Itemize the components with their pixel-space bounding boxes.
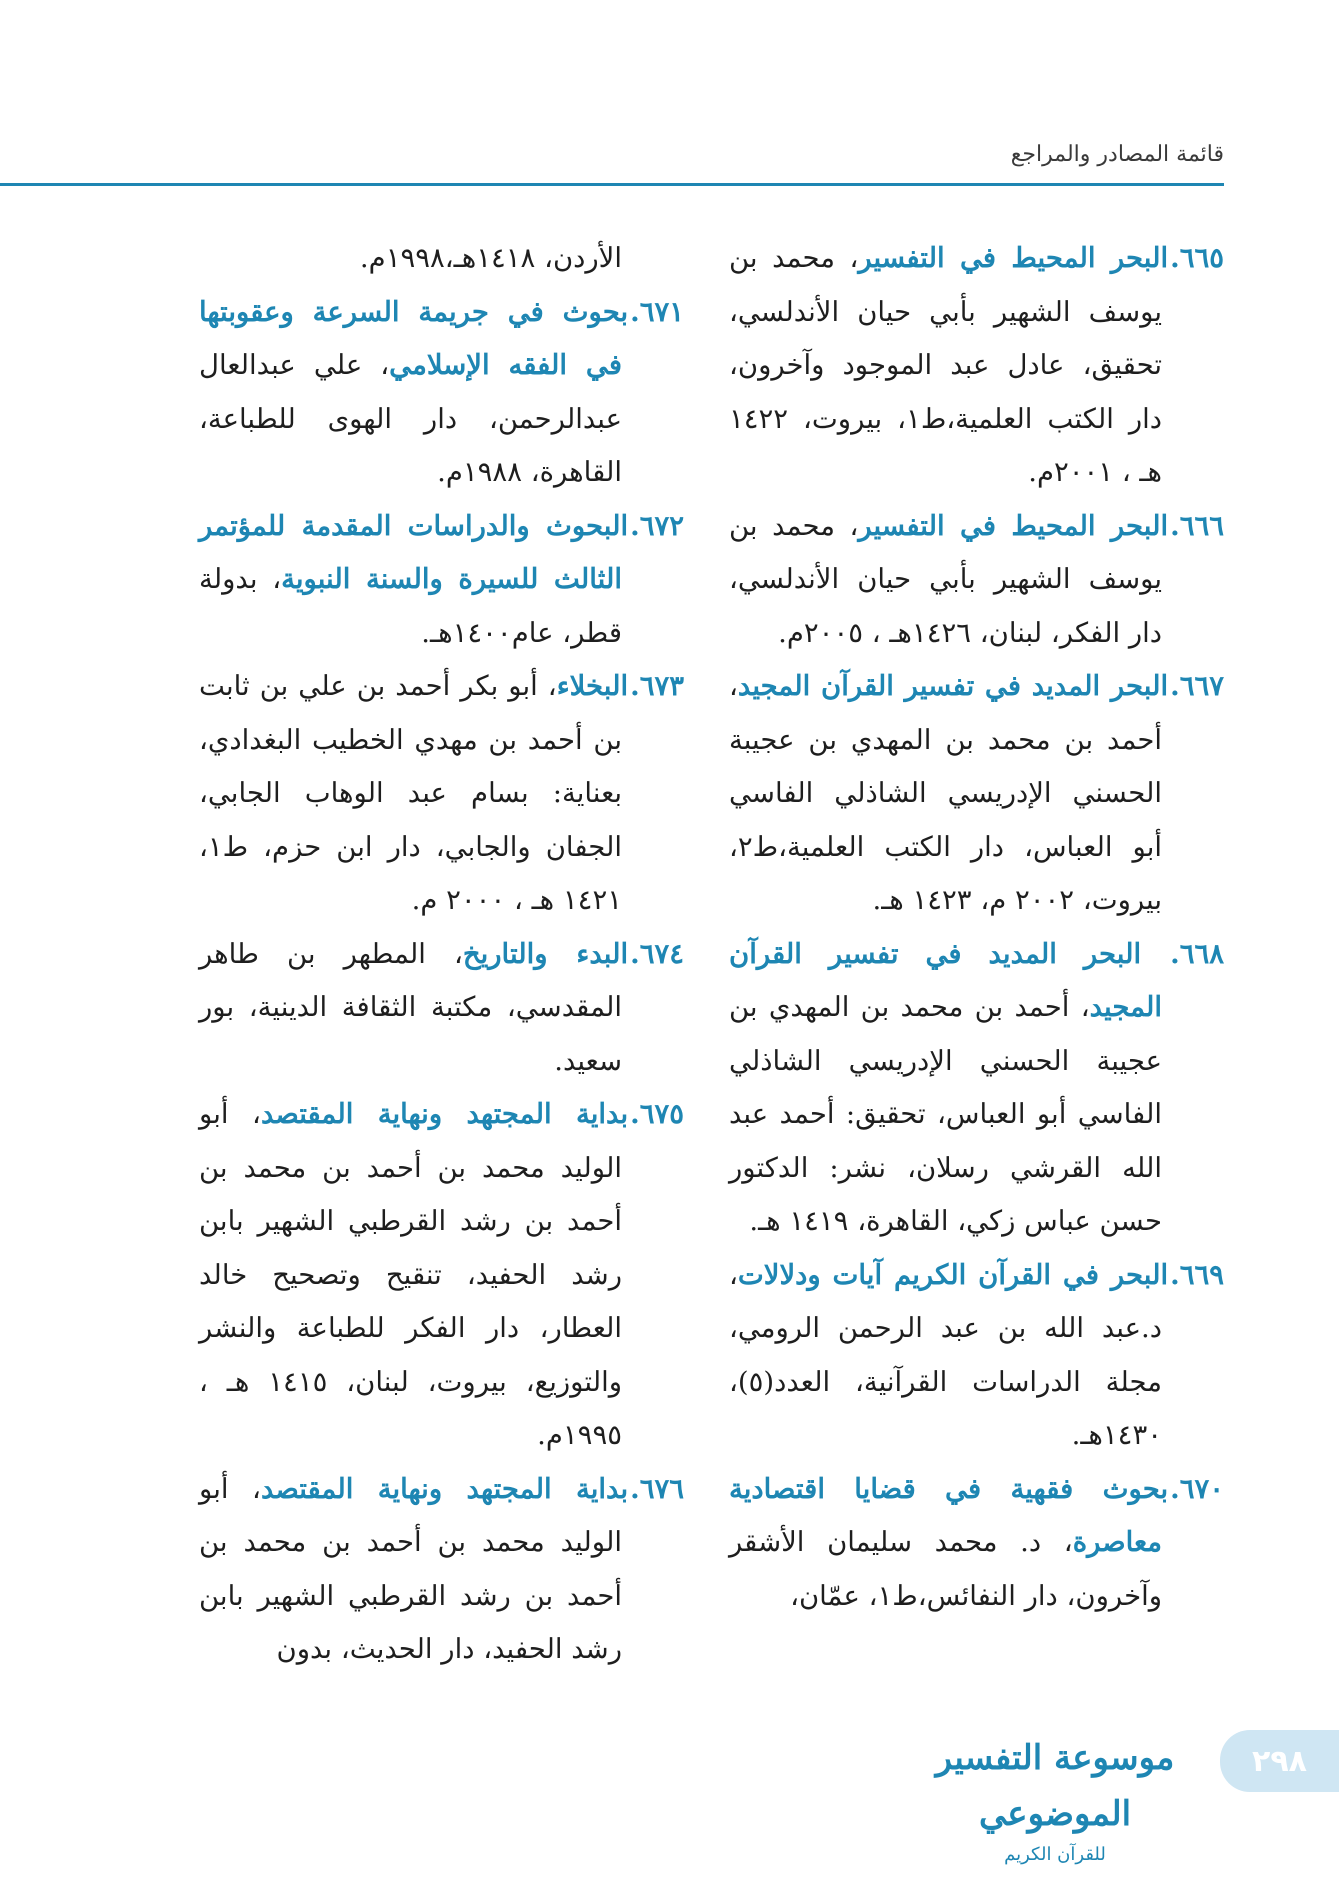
page-number: ٢٩٨ — [1220, 1730, 1339, 1792]
reference-entry — [199, 286, 684, 500]
entry-title: بداية المجتهد ونهاية المقتصد — [260, 1098, 629, 1130]
entry-number: ٦٧٢. — [630, 509, 684, 542]
entry-title: بداية المجتهد ونهاية المقتصد — [260, 1472, 629, 1505]
entry-body: ، د. محمد سليمان الأشقر وآخرون، دار النفائس،ط١، عمّان، — [729, 1526, 1162, 1612]
right-column — [729, 232, 1224, 1623]
reference-entry — [199, 1088, 684, 1463]
reference-entry — [199, 928, 684, 1089]
running-header — [0, 138, 1224, 186]
entry-body: ، بدولة قطر، عام١٤٠٠هـ. — [199, 563, 622, 649]
reference-entry — [729, 232, 1224, 500]
reference-entry — [729, 1249, 1224, 1463]
entry-number: ٦٧٣. — [630, 670, 684, 702]
reference-entry — [729, 928, 1224, 1249]
entry-number: ٦٦٩. — [1170, 1258, 1224, 1291]
entry-number: ٦٦٨. — [1170, 937, 1224, 970]
series-logo — [910, 1730, 1200, 1865]
entry-title: بحوث فقهية في قضايا اقتصادية معاصرة — [729, 1472, 1169, 1558]
entry-body: ، المطهر بن طاهر المقدسي، مكتبة الثقافة الدينية، بور سعيد. — [199, 937, 622, 1077]
reference-entry — [729, 660, 1224, 928]
entry-number: ٦٧٤. — [630, 937, 684, 970]
header-title: قائمة المصادر والمراجع — [1010, 142, 1224, 167]
entry-body: ، محمد بن يوسف الشهير بأبي حيان الأندلسي، دار الفكر، لبنان، ١٤٢٦هـ ، ٢٠٠٥م. — [729, 509, 1162, 649]
entry-number: ٦٦٦. — [1170, 509, 1225, 542]
left-column — [199, 232, 684, 1677]
entry-body: ، أبو بكر أحمد بن علي بن ثابت بن أحمد بن مهدي الخطيب البغدادي، بعناية: بسام عبد الوهاب الجابي، الجفان والجابي، دار ابن حزم، ط١، ١٤٢١ هـ ، ٢٠٠٠ م. — [199, 670, 622, 916]
entry-number: ٦٧٠. — [1170, 1472, 1224, 1505]
entry-title: بحوث في جريمة السرعة وعقوبتها في الفقه الإسلامي — [199, 295, 629, 381]
entry-title: البحر المديد في تفسير القرآن المجيد — [729, 937, 1169, 1023]
entry-title: البدء والتاريخ — [462, 937, 629, 970]
entry-body: ، محمد بن يوسف الشهير بأبي حيان الأندلسي، تحقيق، عادل عبد الموجود وآخرون، دار الكتب العلمية،ط١، بيروت، ١٤٢٢ هـ ، ٢٠٠١م. — [729, 242, 1163, 488]
reference-entry-continuation — [199, 232, 684, 286]
entry-title: البخلاء — [556, 670, 629, 702]
reference-entry — [199, 1463, 684, 1677]
entry-title: البحر المديد في تفسير القرآن المجيد — [737, 670, 1169, 702]
entry-number: ٦٧٥. — [630, 1098, 684, 1130]
entry-number: ٦٦٥. — [1170, 242, 1225, 274]
entry-body: ، د.عبد الله بن عبد الرحمن الرومي، مجلة الدراسات القرآنية، العدد(٥)، ١٤٣٠هـ. — [729, 1258, 1162, 1451]
entry-title: البحوث والدراسات المقدمة للمؤتمر الثالث للسيرة والسنة النبوية — [199, 509, 629, 595]
reference-entry — [199, 500, 684, 661]
entry-number: ٦٦٧. — [1170, 670, 1224, 702]
entry-body: الأردن، ١٤١٨هـ،١٩٩٨م. — [359, 242, 622, 274]
entry-body: ، أبو الوليد محمد بن أحمد بن محمد بن أحمد بن رشد القرطبي الشهير بابن رشد الحفيد، دار الحديث، بدون — [199, 1472, 622, 1665]
entry-body: ، أحمد بن محمد بن المهدي بن عجيبة الحسني الإدريسي الشاذلي الفاسي أبو العباس، دار الكتب العلمية،ط٢، بيروت، ٢٠٠٢ م، ١٤٢٣ هـ. — [729, 670, 1162, 916]
entry-body: ، أبو الوليد محمد بن أحمد بن محمد بن أحمد بن رشد القرطبي الشهير بابن رشد الحفيد، تنقيح وتصحيح خالد العطار، دار الفكر للطباعة والنشر والتوزيع، بيروت، لبنان، ١٤١٥ هـ ، ١٩٩٥م. — [199, 1098, 622, 1451]
reference-entry — [729, 500, 1224, 661]
entry-title: البحر في القرآن الكريم آيات ودلالات — [737, 1258, 1169, 1291]
entry-title: البحر المحيط في التفسير — [858, 509, 1169, 542]
entry-body: ، علي عبدالعال عبدالرحمن، دار الهوى للطباعة، القاهرة، ١٩٨٨م. — [199, 349, 622, 488]
entry-title: البحر المحيط في التفسير — [858, 242, 1169, 274]
entry-number: ٦٧١. — [630, 295, 684, 328]
entry-number: ٦٧٦. — [630, 1472, 684, 1505]
reference-entry — [199, 660, 684, 928]
reference-entry — [729, 1463, 1224, 1624]
entry-body: ، أحمد بن محمد بن المهدي بن عجيبة الحسني الإدريسي الشاذلي الفاسي أبو العباس، تحقيق: أحمد عبد الله القرشي رسلان، نشر: الدكتور حسن عباس زكي، القاهرة، ١٤١٩ هـ. — [729, 991, 1162, 1237]
header-rule — [0, 183, 1224, 186]
logo-title: موسوعة التفسير الموضوعي — [935, 1738, 1175, 1834]
logo-subtitle: للقرآن الكريم — [1004, 1844, 1106, 1865]
